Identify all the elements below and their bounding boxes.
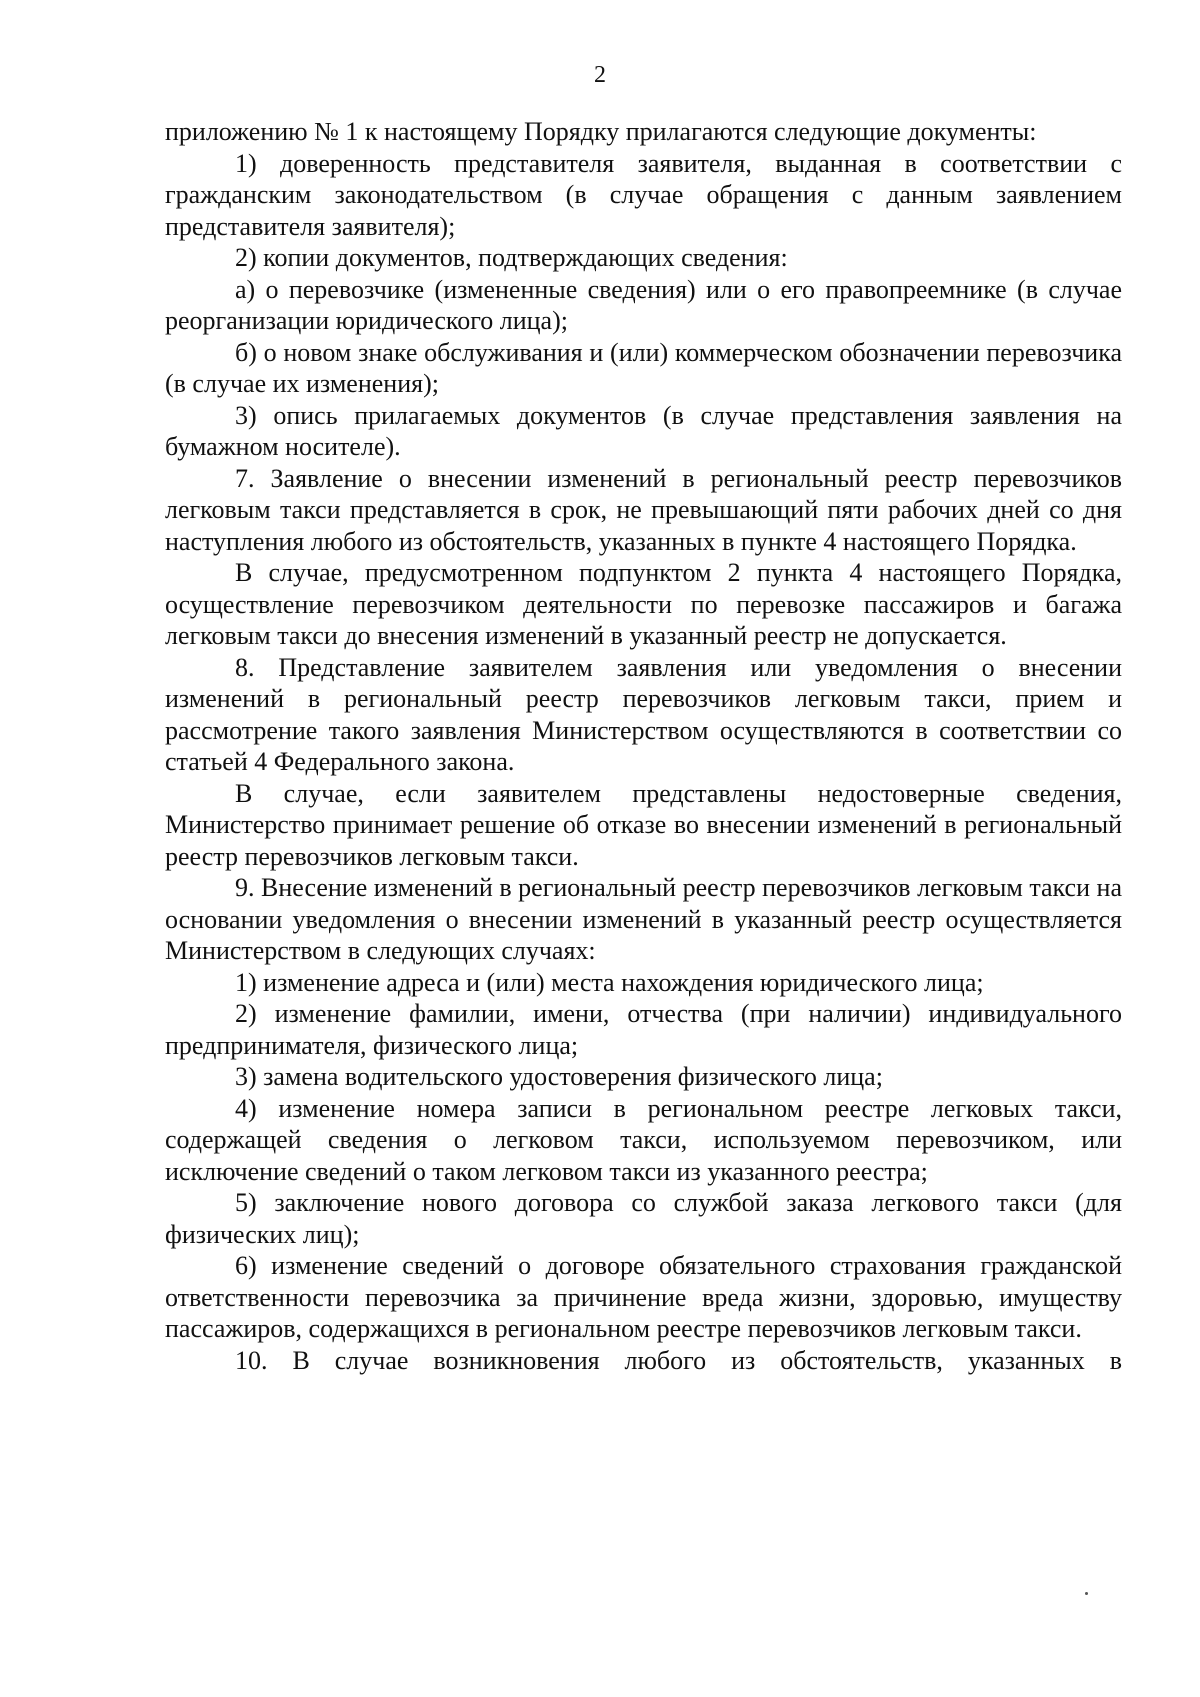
paragraph-clause-8-refusal: В случае, если заявителем представлены недостоверные сведения, Министерство принимает решение об отказе во внесении изменений в региональный реестр перевозчиков легковым такси. (165, 778, 1122, 871)
document-body (165, 116, 1122, 1376)
paragraph-item-1-power-of-attorney: 1) доверенность представителя заявителя, выданная в соответствии с гражданским законодательством (в случае обращения с данным заявлением представителя заявителя); (165, 148, 1122, 241)
paragraph-clause-8: 8. Представление заявителем заявления или уведомления о внесении изменений в региональный реестр перевозчиков легковым такси, прием и рассмотрение такого заявления Министерством осуществляются в соответствии со статьей 4 Федерального закона. (165, 652, 1122, 776)
paragraph-item-2b-service-mark: б) о новом знаке обслуживания и (или) коммерческом обозначении перевозчика (в случае их изменения); (165, 337, 1122, 398)
paragraph-clause-9-item-1: 1) изменение адреса и (или) места нахождения юридического лица; (235, 967, 984, 997)
paragraph-clause-9-item-3: 3) замена водительского удостоверения физического лица; (235, 1062, 883, 1091)
page-number: 2 (594, 62, 606, 88)
paragraph-clause-9-item-5: 5) заключение нового договора со службой заказа легкового такси (для физических лиц); (165, 1188, 1122, 1249)
paragraph-clause-9-item-2: 2) изменение фамилии, имени, отчества (при наличии) индивидуального предпринимателя, физического лица; (165, 999, 1122, 1060)
paragraph-item-2a-carrier-info: а) о перевозчике (измененные сведения) или о его правопреемнике (в случае реорганизации юридического лица); (165, 274, 1122, 335)
paragraph-clause-10: 10. В случае возникновения любого из обстоятельств, указанных в (235, 1345, 1122, 1375)
paragraph-clause-7-case: В случае, предусмотренном подпунктом 2 пункта 4 настоящего Порядка, осуществление перевозчиком деятельности по перевозке пассажиров и багажа легковым такси до внесения изменений в указанный реестр не допускается. (165, 558, 1122, 650)
paragraph-clause-9-item-4: 4) изменение номера записи в региональном реестре легковых такси, содержащей сведения о легковом такси, используемом перевозчиком, или исключение сведений о таком легковом такси из указанного реестра; (165, 1093, 1122, 1186)
paragraph-clause-7: 7. Заявление о внесении изменений в региональный реестр перевозчиков легковым такси представляется в срок, не превышающий пяти рабочих дней со дня наступления любого из обстоятельств, указанных в пункте 4 настоящего Порядка. (165, 463, 1122, 556)
paragraph-attachments-intro: приложению № 1 к настоящему Порядку прилагаются следующие документы: (165, 117, 1037, 146)
paragraph-item-3-inventory: 3) опись прилагаемых документов (в случае представления заявления на бумажном носителе). (165, 400, 1122, 461)
paragraph-clause-9: 9. Внесение изменений в региональный реестр перевозчиков легковым такси на основании уведомления о внесении изменений в указанный реестр осуществляется Министерством в следующих случаях: (165, 873, 1122, 965)
paragraph-clause-9-item-6: 6) изменение сведений о договоре обязательного страхования гражданской ответственности перевозчика за причинение вреда жизни, здоровью, имуществу пассажиров, содержащихся в региональном реестре перевозчиков легковым такси. (165, 1251, 1122, 1343)
scan-speck (1085, 1592, 1088, 1595)
paragraph-item-2-document-copies: 2) копии документов, подтверждающих сведения: (235, 243, 788, 272)
